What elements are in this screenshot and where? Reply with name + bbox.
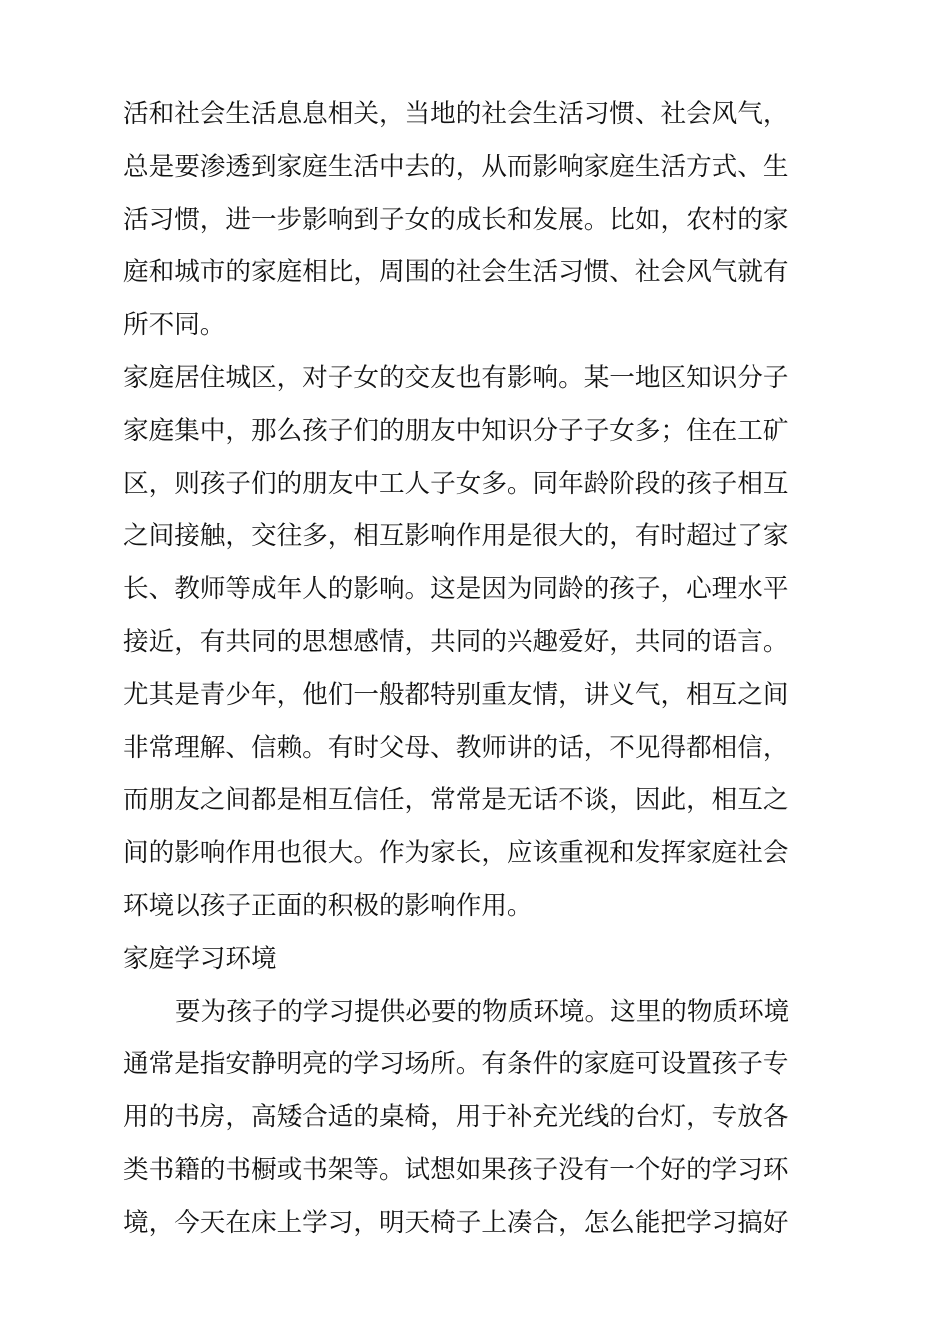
- text-line: 类书籍的书橱或书架等。试想如果孩子没有一个好的学习环: [123, 1154, 789, 1185]
- text-line: 尤其是青少年，他们一般都特别重友情，讲义气，相互之间: [123, 679, 789, 710]
- text-line: 境，今天在床上学习，明天椅子上凑合，怎么能把学习搞好: [123, 1207, 789, 1238]
- text-line: 之间接触，交往多，相互影响作用是很大的，有时超过了家: [123, 521, 789, 552]
- text-line: 长、教师等成年人的影响。这是因为同龄的孩子，心理水平: [123, 574, 789, 605]
- text-line: 区，则孩子们的朋友中工人子女多。同年龄阶段的孩子相互: [123, 468, 789, 499]
- document-body: [123, 88, 835, 1250]
- text-line: 家庭集中，那么孩子们的朋友中知识分子子女多；住在工矿: [123, 415, 789, 446]
- section-heading: 家庭学习环境: [123, 943, 277, 974]
- text-line: 庭和城市的家庭相比，周围的社会生活习惯、社会风气就有: [123, 257, 789, 288]
- text-line: 通常是指安静明亮的学习场所。有条件的家庭可设置孩子专: [123, 1049, 789, 1080]
- text-line: 而朋友之间都是相互信任，常常是无话不谈，因此，相互之: [123, 785, 789, 816]
- text-line: 非常理解、信赖。有时父母、教师讲的话，不见得都相信，: [123, 732, 789, 763]
- text-line: 环境以孩子正面的积极的影响作用。: [123, 890, 533, 921]
- text-line: 活习惯，进一步影响到子女的成长和发展。比如，农村的家: [123, 204, 789, 235]
- text-line: 间的影响作用也很大。作为家长，应该重视和发挥家庭社会: [123, 838, 789, 869]
- text-line: 家庭居住城区，对子女的交友也有影响。某一地区知识分子: [123, 362, 789, 393]
- text-line: 总是要渗透到家庭生活中去的，从而影响家庭生活方式、生: [123, 151, 789, 182]
- text-line: 活和社会生活息息相关，当地的社会生活习惯、社会风气，: [123, 99, 789, 129]
- text-line: 用的书房，高矮合适的桌椅，用于补充光线的台灯，专放各: [123, 1102, 789, 1133]
- text-line: 所不同。: [123, 310, 226, 341]
- text-line: 要为孩子的学习提供必要的物质环境。这里的物质环境: [175, 996, 790, 1027]
- text-line: 接近，有共同的思想感情，共同的兴趣爱好，共同的语言。: [123, 626, 789, 657]
